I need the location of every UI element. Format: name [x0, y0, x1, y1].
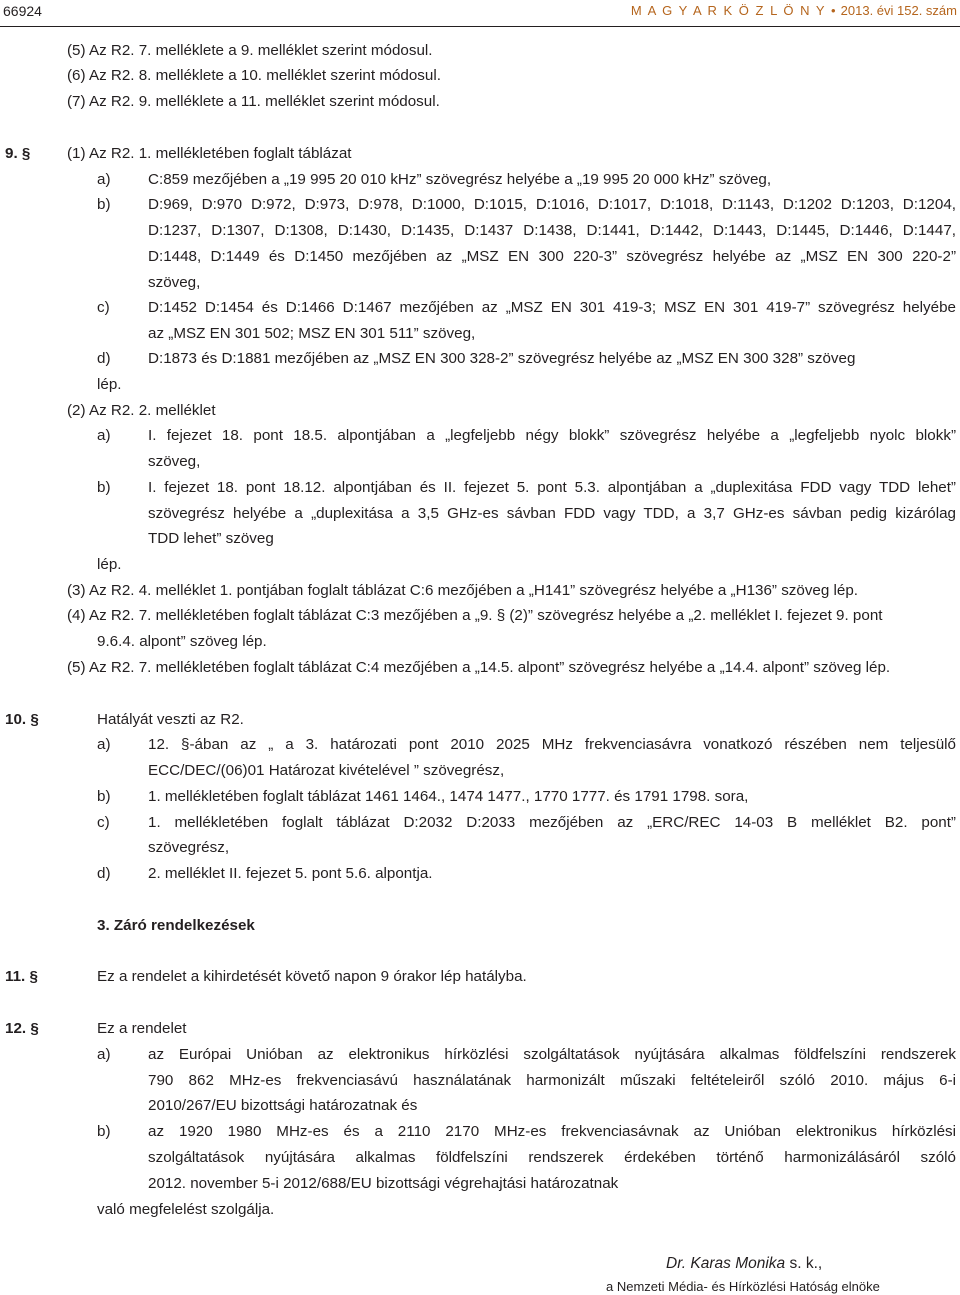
text-line: D:969, D:970 D:972, D:973, D:978, D:1000, D:1015, D:1016, D:1017, D:1018, D:1143, D:1202 D:1203, D:1204,	[148, 196, 956, 213]
text-line: I. fejezet 18. pont 18.5. alpontjában a „legfeljebb négy blokk” szövegrész helyébe a „legfeljebb nyolc blokk”	[148, 427, 956, 444]
text-line: szöveg,	[148, 274, 201, 291]
page-header	[0, 0, 960, 28]
text-line: az 1920 1980 MHz-es és a 2110 2170 MHz-es frekvenciasávnak az Unióban elektronikus hírközlési	[148, 1123, 956, 1140]
text-line: 9. §	[5, 145, 31, 162]
text-line: D:1452 D:1454 és D:1466 D:1467 mezőjében az „MSZ EN 301 419-3; MSZ EN 301 419-7” szövegrész helyébe	[148, 299, 956, 316]
publication-title	[631, 3, 957, 18]
text-line: a)	[97, 1046, 111, 1063]
text-line: (1) Az R2. 1. mellékletében foglalt táblázat	[67, 145, 352, 162]
text-line: Ez a rendelet a kihirdetését követő napon 9 órakor lép hatályba.	[97, 968, 527, 985]
text-line: szövegrész,	[148, 839, 230, 856]
text-line: 1. mellékletében foglalt táblázat 1461 1464., 1474 1477., 1770 1777. és 1791 1798. sora,	[148, 788, 749, 805]
signature-line	[666, 1255, 822, 1273]
text-line: a)	[97, 171, 111, 188]
text-line: Hatályát veszti az R2.	[97, 711, 244, 728]
text-line: b)	[97, 479, 111, 496]
text-line: (3) Az R2. 4. melléklet 1. pontjában foglalt táblázat C:6 mezőjében a „H141” szövegrész helyébe a „H136” szöveg lép.	[67, 582, 859, 599]
text-line: 1. mellékletében foglalt táblázat D:2032 D:2033 mezőjében az „ERC/REC 14-03 B melléklet B2. pont”	[148, 814, 956, 831]
text-line: 3. Záró rendelkezések	[97, 917, 255, 934]
text-line: 9.6.4. alpont” szöveg lép.	[97, 633, 267, 650]
text-line: 2010/267/EU bizottsági határozatnak és	[148, 1097, 418, 1114]
signer-name: Dr. Karas Monika	[666, 1255, 786, 1272]
text-line: (2) Az R2. 2. melléklet	[67, 402, 216, 419]
text-line: b)	[97, 788, 111, 805]
text-line: 2012. november 5-i 2012/688/EU bizottsági végrehajtási határozatnak	[148, 1175, 619, 1192]
text-line: (6) Az R2. 8. melléklete a 10. melléklet szerint módosul.	[67, 67, 441, 84]
text-line: a)	[97, 736, 111, 753]
text-line: 2. melléklet II. fejezet 5. pont 5.6. alpontja.	[148, 865, 433, 882]
text-line: 12. §-ában az „ a 3. határozati pont 2010 2025 MHz frekvenciasávra vonatkozó részében nem teljesülő	[148, 736, 956, 753]
header-rule	[0, 26, 960, 27]
text-line: c)	[97, 299, 110, 316]
text-line: c)	[97, 814, 110, 831]
text-line: d)	[97, 350, 111, 367]
text-line: (7) Az R2. 9. melléklete a 11. melléklet szerint módosul.	[67, 93, 440, 110]
text-line: az Európai Unióban az elektronikus hírközlési szolgáltatások nyújtására alkalmas földfelszíni rendszerek	[148, 1046, 956, 1063]
text-line: való megfelelést szolgálja.	[97, 1201, 275, 1218]
text-line: (5) Az R2. 7. mellékletében foglalt táblázat C:4 mezőjében a „14.5. alpont” szövegrész helyébe a „14.4. alpont” szöveg lép.	[67, 659, 891, 676]
text-line: 11. §	[5, 968, 38, 985]
text-line: 12. §	[5, 1020, 39, 1037]
text-line: b)	[97, 196, 111, 213]
text-line: D:1873 és D:1881 mezőjében az „MSZ EN 300 328-2” szövegrész helyébe az „MSZ EN 300 328” szöveg	[148, 350, 856, 367]
text-line: a)	[97, 427, 111, 444]
text-line: (5) Az R2. 7. melléklete a 9. melléklet szerint módosul.	[67, 42, 433, 59]
issue-label: 2013. évi 152. szám	[837, 3, 957, 18]
text-line: D:1237, D:1307, D:1308, D:1430, D:1435, D:1437 D:1438, D:1441, D:1442, D:1443, D:1445, D:1446, D:1447,	[148, 222, 956, 239]
text-line: I. fejezet 18. pont 18.12. alpontjában és II. fejezet 5. pont 5.3. alpontjában a „duplexitása FDD vagy TDD lehet”	[148, 479, 956, 496]
text-line: 790 862 MHz-es frekvenciasávú használatának harmonizált műszaki feltételeiről szóló 2010. május 6-i	[148, 1072, 956, 1089]
text-line: szöveg,	[148, 453, 201, 470]
text-line: b)	[97, 1123, 111, 1140]
signer-suffix: s. k.,	[785, 1255, 823, 1272]
text-line: ECC/DEC/(06)01 Határozat kivételével ” szövegrész,	[148, 762, 505, 779]
text-line: D:1448, D:1449 és D:1450 mezőjében az „MSZ EN 300 220-3” szövegrész helyébe az „MSZ EN 300 220-2”	[148, 248, 956, 265]
text-line: (4) Az R2. 7. mellékletében foglalt táblázat C:3 mezőjében a „9. § (2)” szövegrész helyébe a „2. melléklet I. fejezet 9. pont	[67, 607, 883, 624]
page-number: 66924	[3, 3, 42, 19]
text-line: d)	[97, 865, 111, 882]
publication-name: M A G Y A R K Ö Z L Ö N Y •	[630, 3, 838, 18]
text-line: az „MSZ EN 301 502; MSZ EN 301 511” szöveg,	[148, 325, 476, 342]
text-line: Ez a rendelet	[97, 1020, 187, 1037]
text-line: lép.	[97, 376, 122, 393]
text-line: szövegrész helyébe a „duplexitása a 3,5 GHz-es sávban FDD vagy TDD, a 3,7 GHz-es sávban pedig kizárólag	[148, 505, 956, 522]
text-line: szolgáltatások nyújtására alkalmas földfelszíni rendszerek érdekében történő harmonizálásáról szóló	[148, 1149, 956, 1166]
text-line: 10. §	[5, 711, 39, 728]
signer-title: a Nemzeti Média- és Hírközlési Hatóság elnöke	[606, 1279, 880, 1294]
text-line: lép.	[97, 556, 122, 573]
text-line: TDD lehet” szöveg	[148, 530, 274, 547]
text-line: C:859 mezőjében a „19 995 20 010 kHz” szövegrész helyébe a „19 995 20 000 kHz” szöveg,	[148, 171, 772, 188]
